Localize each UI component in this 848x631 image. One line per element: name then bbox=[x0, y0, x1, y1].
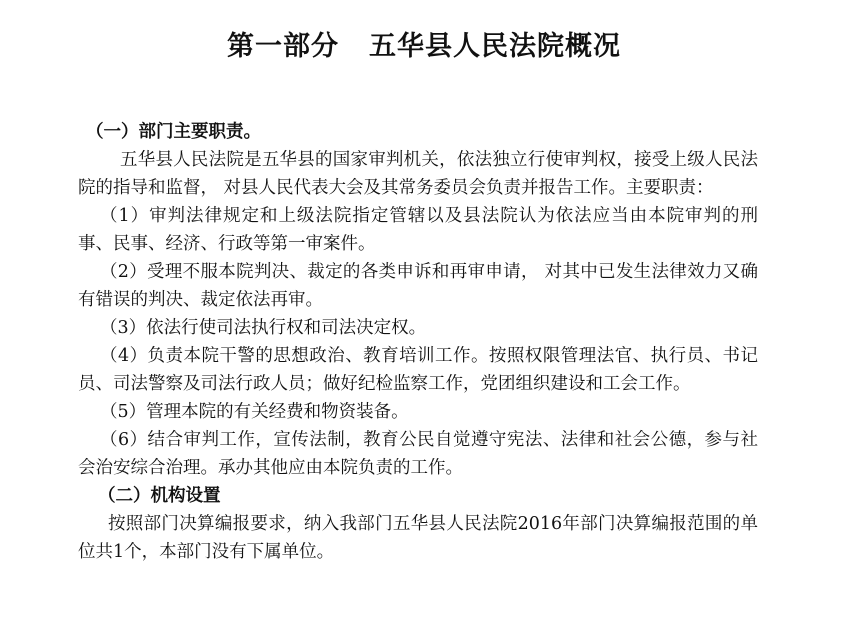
section1-heading: （一）部门主要职责。 bbox=[86, 122, 261, 142]
page-title bbox=[0, 24, 848, 63]
duty-item-2: （2）受理不服本院判决、裁定的各类申诉和再审申请， 对其中已发生法律效力又确有错误的判决、裁定依法再审。 bbox=[78, 262, 758, 310]
duty-item-1: （1）审判法律规定和上级法院指定管辖以及县法院认为依法应当由本院审判的刑事、民事、经济、行政等第一审案件。 bbox=[78, 206, 758, 254]
duty-item-4: （4）负责本院干警的思想政治、教育培训工作。按照权限管理法官、执行员、书记员、司法警察及司法行政人员；做好纪检监察工作，党团组织建设和工会工作。 bbox=[78, 346, 758, 394]
section1-intro: 五华县人民法院是五华县的国家审判机关，依法独立行使审判权，接受上级人民法院的指导和监督， 对县人民代表大会及其常务委员会负责并报告工作。主要职责： bbox=[78, 150, 758, 198]
duty-item-3: （3）依法行使司法执行权和司法决定权。 bbox=[100, 318, 427, 338]
duty-item-5: （5）管理本院的有关经费和物资装备。 bbox=[100, 402, 409, 422]
document-body bbox=[78, 118, 758, 566]
duty-item-6: （6）结合审判工作，宣传法制，教育公民自觉遵守宪法、法律和社会公德，参与社会治安综合治理。承办其他应由本院负责的工作。 bbox=[78, 430, 758, 478]
section2-text: 按照部门决算编报要求，纳入我部门五华县人民法院2016年部门决算编报范围的单位共1个，本部门没有下属单位。 bbox=[78, 514, 758, 562]
section2-heading: （二）机构设置 bbox=[98, 486, 221, 506]
title-name: 五华县人民法院概况 bbox=[369, 31, 621, 62]
title-part: 第一部分 bbox=[227, 31, 339, 62]
